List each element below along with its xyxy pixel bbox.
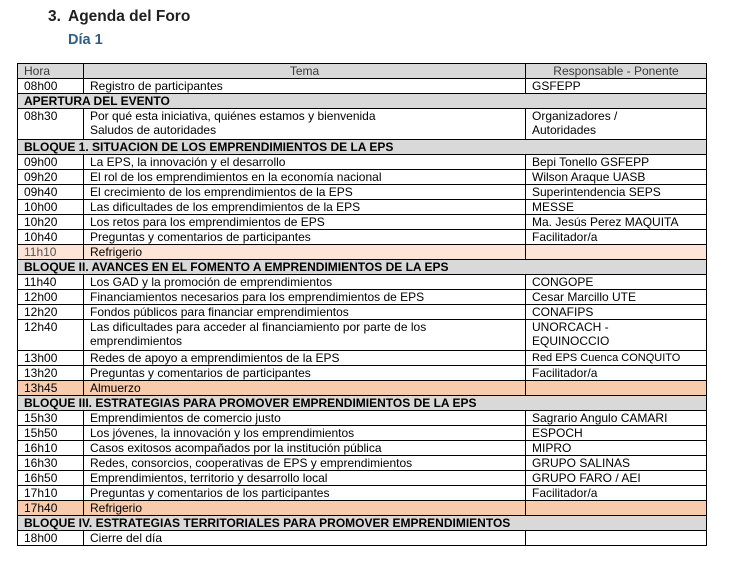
responsable-text: Bepi Tonello GSFEPP: [532, 155, 650, 169]
responsable-cell: [526, 79, 707, 94]
responsable-text: Facilitador/a: [532, 230, 598, 244]
responsable-text: UNORCACH -: [532, 320, 609, 334]
time-cell: 09h20: [18, 170, 84, 185]
break-row: [18, 381, 707, 396]
table-row: [18, 305, 707, 320]
topic-text-line2: Saludos de autoridades: [90, 123, 217, 137]
topic-text: Emprendimientos, territorio y desarrollo local: [90, 471, 328, 485]
time-cell: 16h10: [18, 441, 84, 456]
section-number: 3.: [48, 8, 61, 25]
table-row: [18, 320, 707, 351]
topic-cell: [84, 245, 526, 260]
topic-cell: [84, 320, 526, 351]
table-row: [18, 109, 707, 140]
topic-text: Refrigerio: [90, 245, 143, 259]
responsable-cell: [526, 215, 707, 230]
topic-text: Preguntas y comentarios de participantes: [90, 230, 311, 244]
table-row: [18, 351, 707, 366]
topic-cell: [84, 185, 526, 200]
responsable-cell: [526, 531, 707, 546]
topic-text: Preguntas y comentarios de participantes: [90, 366, 311, 380]
topic-cell: [84, 411, 526, 426]
table-row: [18, 456, 707, 471]
topic-cell: [84, 381, 526, 396]
topic-text: Las dificultades para acceder al financiamiento por parte de los: [90, 320, 427, 334]
responsable-cell: [526, 305, 707, 320]
topic-cell: [84, 471, 526, 486]
topic-cell: [84, 486, 526, 501]
table-row: [18, 79, 707, 94]
responsable-text: CONAFIPS: [532, 305, 594, 319]
topic-text: Casos exitosos acompañados por la institución pública: [90, 441, 382, 455]
topic-cell: [84, 155, 526, 170]
table-row: [18, 170, 707, 185]
responsable-text: CONGOPE: [532, 275, 594, 289]
table-row: [18, 290, 707, 305]
time-cell: 13h00: [18, 351, 84, 366]
responsable-cell: [526, 411, 707, 426]
topic-cell: [84, 170, 526, 185]
responsable-cell: [526, 290, 707, 305]
topic-cell: [84, 215, 526, 230]
responsable-text: GSFEPP: [532, 79, 581, 93]
time-cell: 17h10: [18, 486, 84, 501]
responsable-text: Red EPS Cuenca CONQUITO: [532, 352, 681, 364]
responsable-cell: [526, 155, 707, 170]
topic-text: Los retos para los emprendimientos de EPS: [90, 215, 325, 229]
section-row: [18, 94, 707, 109]
responsable-cell: [526, 486, 707, 501]
column-header-tema: Tema: [84, 64, 526, 79]
responsable-cell: [526, 471, 707, 486]
time-cell: 10h20: [18, 215, 84, 230]
topic-text: El rol de los emprendimientos en la economía nacional: [90, 170, 382, 184]
topic-text: Financiamientos necesarios para los emprendimientos de EPS: [90, 290, 425, 304]
topic-text: Redes, consorcios, cooperativas de EPS y emprendimientos: [90, 456, 413, 470]
break-row: [18, 245, 707, 260]
responsable-text: Ma. Jesús Perez MAQUITA: [532, 215, 679, 229]
time-cell: 08h30: [18, 109, 84, 140]
topic-text: Refrigerio: [90, 501, 143, 515]
section-title: APERTURA DEL EVENTO: [18, 94, 707, 109]
topic-text: Emprendimientos de comercio justo: [90, 411, 281, 425]
section-title: BLOQUE 1. SITUACION DE LOS EMPRENDIMIENTOS DE LA EPS: [18, 140, 707, 155]
topic-cell: [84, 351, 526, 366]
section-row: [18, 516, 707, 531]
responsable-text: Sagrario Angulo CAMARI: [532, 411, 668, 425]
time-cell: 11h40: [18, 275, 84, 290]
responsable-text: Cesar Marcillo UTE: [532, 290, 637, 304]
topic-text: El crecimiento de los emprendimientos de la EPS: [90, 185, 353, 199]
responsable-text: MIPRO: [532, 441, 572, 455]
time-cell: 10h00: [18, 200, 84, 215]
topic-text: Registro de participantes: [90, 79, 223, 93]
agenda-table: [17, 63, 707, 546]
topic-cell: [84, 79, 526, 94]
topic-text: Por qué esta iniciativa, quiénes estamos y bienvenida: [90, 109, 376, 123]
responsable-cell: [526, 245, 707, 260]
table-row: [18, 531, 707, 546]
responsable-cell: [526, 351, 707, 366]
topic-cell: [84, 109, 526, 140]
table-row: [18, 486, 707, 501]
responsable-cell: [526, 381, 707, 396]
responsable-text-line2: Autoridades: [532, 123, 597, 137]
responsable-cell: [526, 109, 707, 140]
time-cell: 09h40: [18, 185, 84, 200]
section-heading: [48, 8, 190, 26]
time-cell: 09h00: [18, 155, 84, 170]
section-title: BLOQUE III. ESTRATEGIAS PARA PROMOVER EMPRENDIMIENTOS DE LA EPS: [18, 396, 707, 411]
responsable-cell: [526, 185, 707, 200]
responsable-cell: [526, 501, 707, 516]
responsable-text: Wilson Araque UASB: [532, 170, 646, 184]
responsable-cell: [526, 320, 707, 351]
topic-cell: [84, 290, 526, 305]
responsable-text: GRUPO FARO / AEI: [532, 471, 641, 485]
time-cell: 16h30: [18, 456, 84, 471]
topic-text: Redes de apoyo a emprendimientos de la EPS: [90, 351, 340, 365]
table-row: [18, 215, 707, 230]
topic-cell: [84, 426, 526, 441]
time-cell: 15h30: [18, 411, 84, 426]
responsable-cell: [526, 366, 707, 381]
table-row: [18, 155, 707, 170]
time-cell: 13h20: [18, 366, 84, 381]
topic-cell: [84, 200, 526, 215]
day-subheading: Día 1: [68, 32, 103, 48]
topic-cell: [84, 366, 526, 381]
topic-cell: [84, 305, 526, 320]
column-header-hora: Hora: [18, 64, 84, 79]
topic-text: Los GAD y la promoción de emprendimientos: [90, 275, 333, 289]
table-row: [18, 441, 707, 456]
table-row: [18, 200, 707, 215]
responsable-cell: [526, 200, 707, 215]
section-title: Agenda del Foro: [68, 8, 191, 25]
topic-text: La EPS, la innovación y el desarrollo: [90, 155, 286, 169]
responsable-cell: [526, 230, 707, 245]
responsable-text: Superintendencia SEPS: [532, 185, 661, 199]
table-header-row: [18, 64, 707, 79]
time-cell: 16h50: [18, 471, 84, 486]
topic-text: Preguntas y comentarios de los participantes: [90, 486, 330, 500]
time-cell: 17h40: [18, 501, 84, 516]
time-cell: 10h40: [18, 230, 84, 245]
responsable-text: ESPOCH: [532, 426, 583, 440]
responsable-cell: [526, 441, 707, 456]
section-title: BLOQUE II. AVANCES EN EL FOMENTO A EMPRENDIMIENTOS DE LA EPS: [18, 260, 707, 275]
section-row: [18, 140, 707, 155]
responsable-text: Facilitador/a: [532, 366, 598, 380]
time-cell: 18h00: [18, 531, 84, 546]
time-cell: 12h20: [18, 305, 84, 320]
responsable-text: Organizadores /: [532, 109, 618, 123]
responsable-cell: [526, 426, 707, 441]
topic-cell: [84, 275, 526, 290]
topic-text: Fondos públicos para financiar emprendimientos: [90, 305, 349, 319]
responsable-cell: [526, 275, 707, 290]
table-row: [18, 366, 707, 381]
time-cell: 15h50: [18, 426, 84, 441]
responsable-text: MESSE: [532, 200, 575, 214]
topic-cell: [84, 456, 526, 471]
table-row: [18, 275, 707, 290]
table-row: [18, 411, 707, 426]
topic-cell: [84, 531, 526, 546]
time-cell: 11h10: [18, 245, 84, 260]
table-row: [18, 185, 707, 200]
topic-cell: [84, 230, 526, 245]
agenda-body: [18, 79, 707, 546]
responsable-text: Facilitador/a: [532, 486, 598, 500]
topic-text: Los jóvenes, la innovación y los emprendimientos: [90, 426, 355, 440]
topic-text: Almuerzo: [90, 381, 141, 395]
responsable-cell: [526, 170, 707, 185]
break-row: [18, 501, 707, 516]
time-cell: 08h00: [18, 79, 84, 94]
topic-cell: [84, 501, 526, 516]
topic-cell: [84, 441, 526, 456]
topic-text: Cierre del día: [90, 531, 163, 545]
section-title: BLOQUE IV. ESTRATEGIAS TERRITORIALES PARA PROMOVER EMPRENDIMIENTOS: [18, 516, 707, 531]
table-row: [18, 230, 707, 245]
table-row: [18, 471, 707, 486]
topic-text: Las dificultades de los emprendimientos de la EPS: [90, 200, 361, 214]
responsable-cell: [526, 456, 707, 471]
section-row: [18, 396, 707, 411]
responsable-text-line2: EQUINOCCIO: [532, 334, 610, 348]
time-cell: 12h40: [18, 320, 84, 351]
topic-text-line2: emprendimientos: [90, 334, 183, 348]
section-row: [18, 260, 707, 275]
column-header-responsable: Responsable - Ponente: [526, 64, 707, 79]
time-cell: 13h45: [18, 381, 84, 396]
time-cell: 12h00: [18, 290, 84, 305]
responsable-text: GRUPO SALINAS: [532, 456, 631, 470]
table-row: [18, 426, 707, 441]
